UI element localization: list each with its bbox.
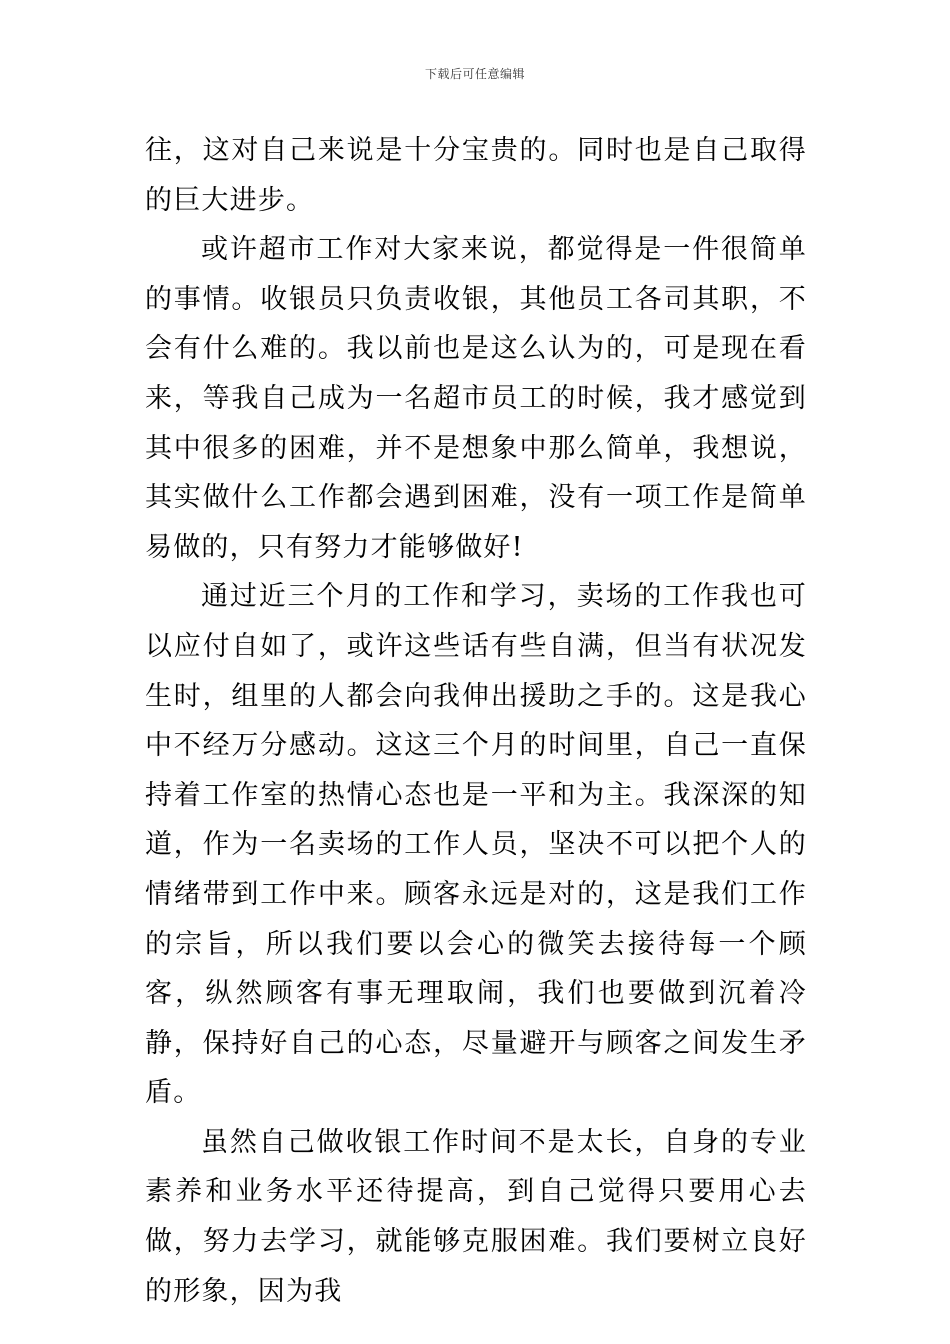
paragraph: 通过近三个月的工作和学习，卖场的工作我也可以应付自如了，或许这些话有些自满，但当有状况发生时，组里的人都会向我伸出援助之手的。这是我心中不经万分感动。这这三个月的时间里，自己一直保持着工作室的热情心态也是一平和为主。我深深的知道，作为一名卖场的工作人员，坚决不可以把个人的情绪带到工作中来。顾客永远是对的，这是我们工作的宗旨，所以我们要以会心的微笑去接待每一个顾客，纵然顾客有事无理取闹，我们也要做到沉着冷静，保持好自己的心态，尽量避开与顾客之间发生矛盾。: [145, 581, 807, 1109]
page-header-note: 下载后可任意编辑: [424, 67, 525, 81]
paragraph: 虽然自己做收银工作时间不是太长，自身的专业素养和业务水平还待提高，到自己觉得只要用心去做，努力去学习，就能够克服困难。我们要树立良好的形象，因为我: [145, 1126, 807, 1307]
paragraph: 或许超市工作对大家来说，都觉得是一件很简单的事情。收银员只负责收银，其他员工各司其职，不会有什么难的。我以前也是这么认为的，可是现在看来，等我自己成为一名超市员工的时候，我才感觉到其中很多的困难，并不是想象中那么简单，我想说，其实做什么工作都会遇到困难，没有一项工作是简单易做的，只有努力才能够做好!: [145, 234, 807, 563]
paragraph-continued: 往，这对自己来说是十分宝贵的。同时也是自己取得的巨大进步。: [145, 135, 807, 216]
document-body: [145, 126, 807, 1316]
